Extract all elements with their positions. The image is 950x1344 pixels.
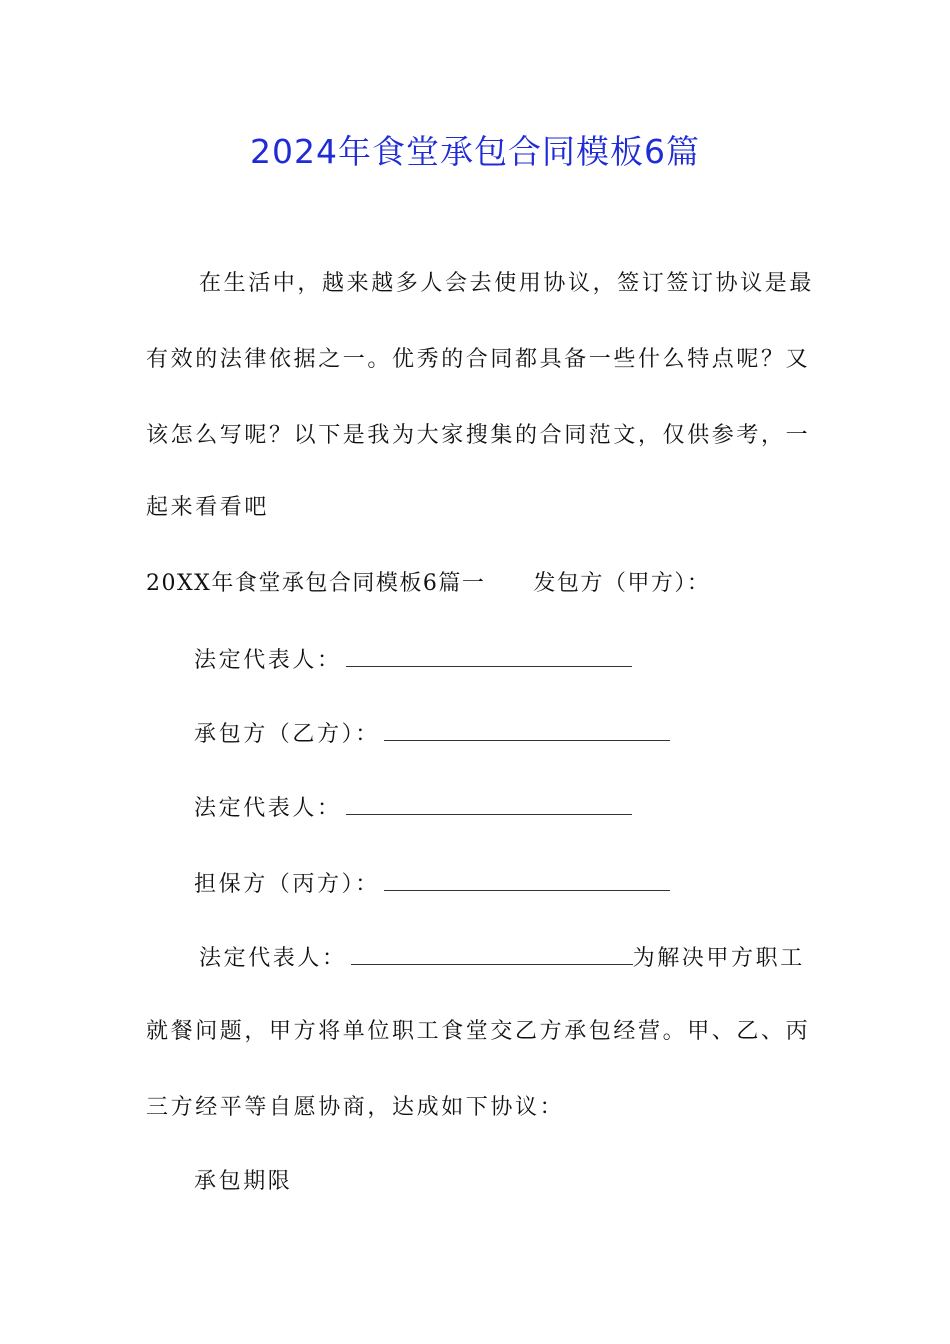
party-b-blank bbox=[384, 718, 670, 741]
guarantor-rep-label: 法定代表人： bbox=[199, 946, 347, 971]
guarantor-blank bbox=[384, 868, 670, 891]
intro-line-2: 有效的法律依据之一。优秀的合同都具备一些什么特点呢？又 bbox=[146, 347, 811, 372]
purpose-line-3: 三方经平等自愿协商，达成如下协议： bbox=[146, 1095, 565, 1120]
party-b-rep-label: 法定代表人： bbox=[194, 796, 342, 821]
intro-line-1: 在生活中，越来越多人会去使用协议，签订签订协议是最 bbox=[199, 271, 815, 296]
term-heading: 承包期限 bbox=[194, 1169, 293, 1194]
intro-line-4: 起来看看吧 bbox=[146, 495, 270, 520]
section-heading-line bbox=[146, 568, 810, 600]
guarantor-rep-blank bbox=[351, 942, 633, 965]
party-a-rep-label: 法定代表人： bbox=[194, 648, 342, 673]
document-title: 2024年食堂承包合同模板6篇 bbox=[250, 132, 700, 171]
purpose-text-1: 为解决甲方职工 bbox=[632, 946, 805, 971]
guarantor-rep-line bbox=[199, 942, 863, 975]
party-a-rep-blank bbox=[346, 644, 632, 667]
party-a-label: 发包方（甲方）： bbox=[533, 571, 711, 596]
section-heading: 20XX年食堂承包合同模板6篇一 bbox=[146, 571, 486, 596]
party-b-line bbox=[194, 718, 858, 751]
purpose-line-2: 就餐问题，甲方将单位职工食堂交乙方承包经营。甲、乙、丙 bbox=[146, 1019, 811, 1044]
party-a-rep-line bbox=[194, 644, 858, 677]
party-b-label: 承包方（乙方）： bbox=[194, 722, 380, 747]
party-b-rep-line bbox=[194, 792, 858, 825]
guarantor-line bbox=[194, 868, 858, 901]
party-b-rep-blank bbox=[346, 792, 632, 815]
guarantor-label: 担保方（丙方）： bbox=[194, 872, 380, 897]
intro-line-3: 该怎么写呢？以下是我为大家搜集的合同范文，仅供参考，一 bbox=[146, 423, 811, 448]
